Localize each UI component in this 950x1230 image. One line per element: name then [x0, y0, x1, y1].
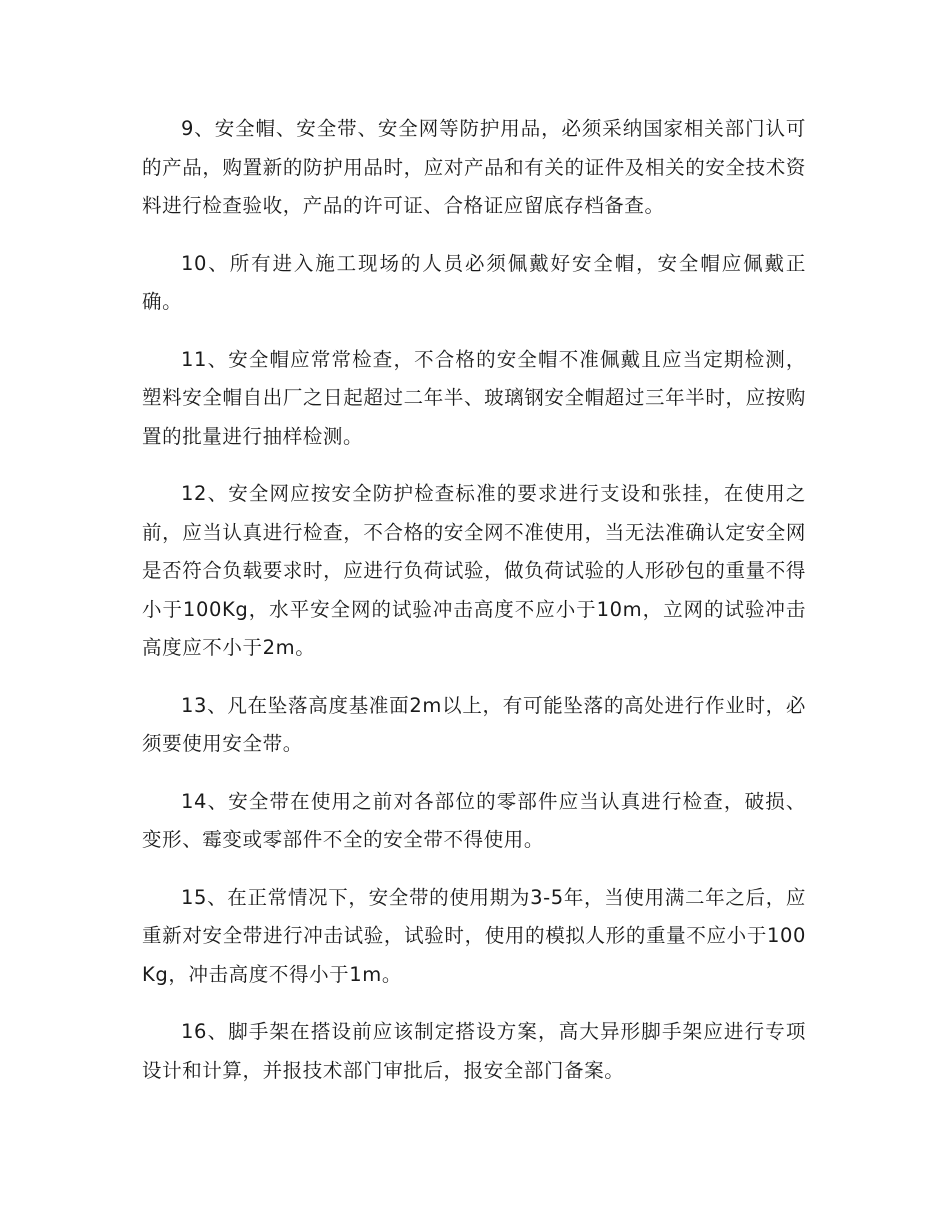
paragraph-13: 13、凡在坠落高度基准面2m以上，有可能坠落的高处进行作业时，必须要使用安全带。 [142, 693, 806, 755]
paragraph-14: 14、安全带在使用之前对各部位的零部件应当认真进行检查，破损、变形、霉变或零部件不全的安全带不得使用。 [142, 789, 806, 851]
document-body [142, 110, 806, 1109]
paragraph-9: 9、安全帽、安全带、安全网等防护用品，必须采纳国家相关部门认可的产品，购置新的防护用品时，应对产品和有关的证件及相关的安全技术资料进行检查验收，产品的许可证、合格证应留底存档备查。 [142, 117, 806, 217]
paragraph-12: 12、安全网应按安全防护检查标准的要求进行支设和张挂，在使用之前，应当认真进行检查，不合格的安全网不准使用，当无法准确认定安全网是否符合负载要求时，应进行负荷试验，做负荷试验的人形砂包的重量不得小于100Kg，水平安全网的试验冲击高度不应小于10m，立网的试验冲击高度应不小于2m。 [142, 482, 806, 659]
paragraph-15: 15、在正常情况下，安全带的使用期为3-5年，当使用满二年之后，应重新对安全带进行冲击试验，试验时，使用的模拟人形的重量不应小于100Kg，冲击高度不得小于1m。 [142, 885, 806, 986]
paragraph-10: 10、所有进入施工现场的人员必须佩戴好安全帽，安全帽应佩戴正确。 [142, 251, 806, 313]
paragraph-11: 11、安全帽应常常检查，不合格的安全帽不准佩戴且应当定期检测，塑料安全帽自出厂之日起超过二年半、玻璃钢安全帽超过三年半时，应按购置的批量进行抽样检测。 [142, 347, 806, 448]
paragraph-16: 16、脚手架在搭设前应该制定搭设方案，高大异形脚手架应进行专项设计和计算，并报技术部门审批后，报安全部门备案。 [142, 1020, 806, 1082]
